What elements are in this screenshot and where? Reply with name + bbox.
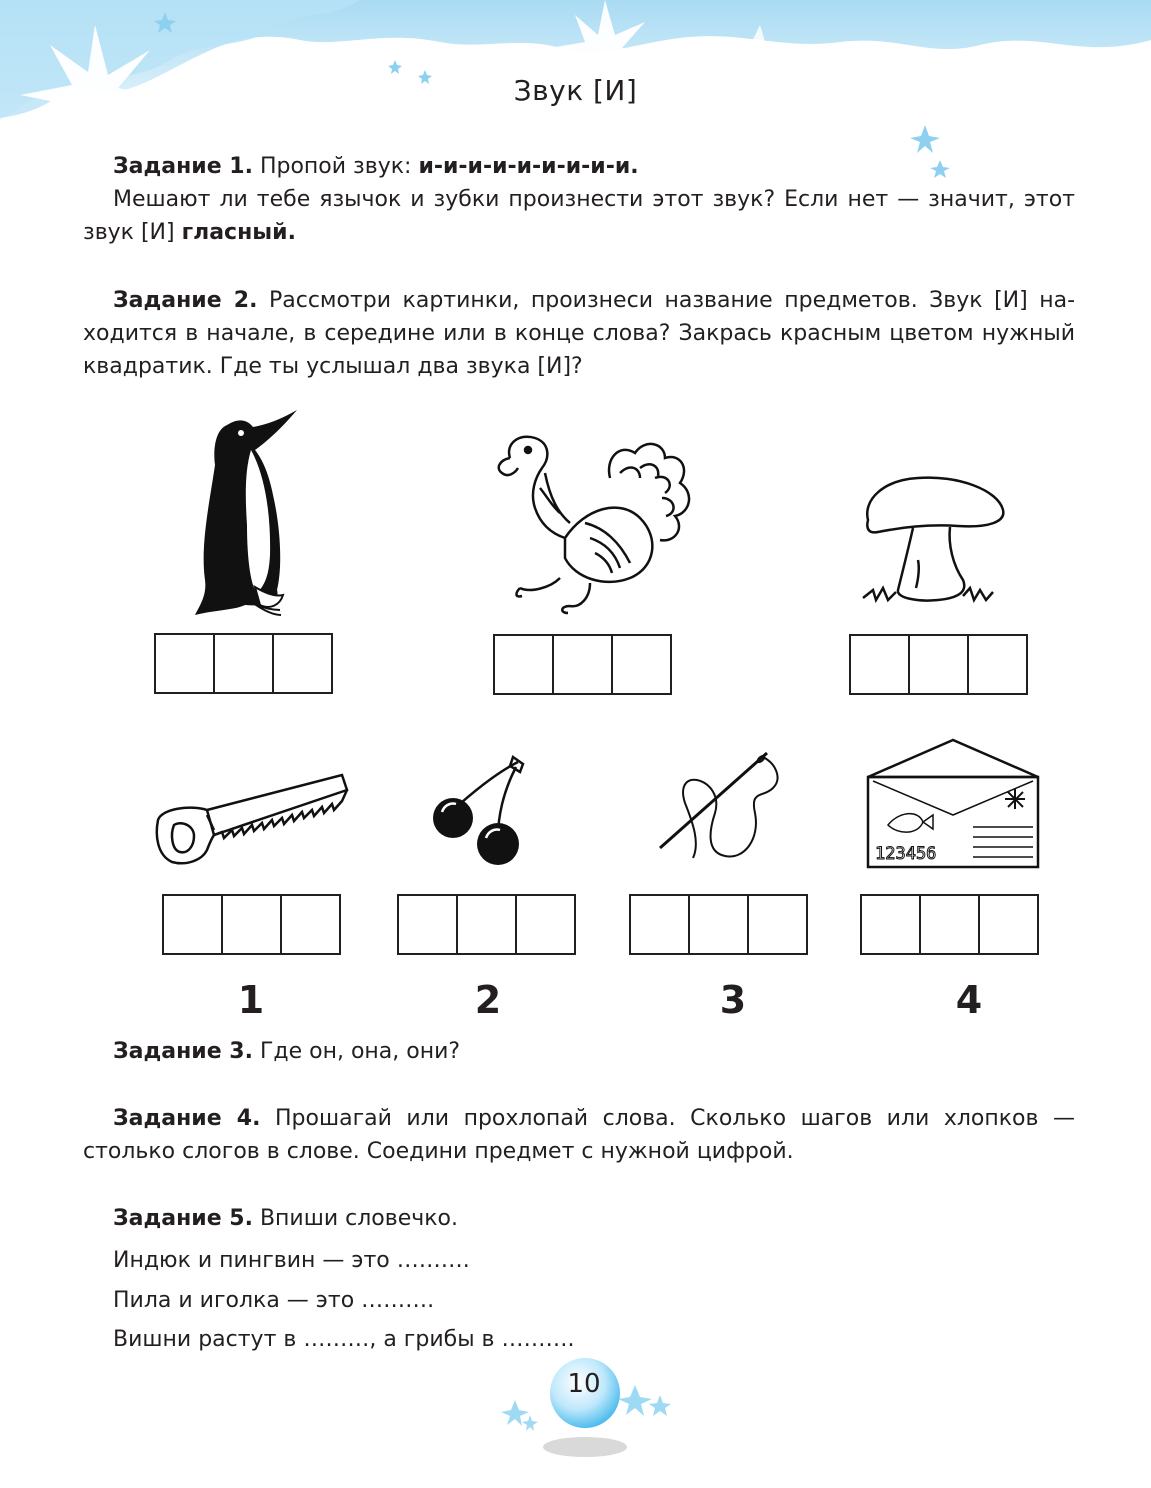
task-3 — [83, 1035, 1075, 1068]
task-4-text: Прошагай или прохлопай слова. Сколько шагов или хлопков — столько слогов в слове. Соедини предмет с нужной цифрой. — [83, 1106, 1075, 1164]
answer-box-end[interactable] — [747, 894, 808, 955]
answer-box-start[interactable] — [849, 634, 910, 695]
answer-box-middle[interactable] — [456, 894, 517, 955]
answer-box-middle[interactable] — [552, 634, 613, 695]
task-4-label: Задание 4. — [113, 1106, 261, 1131]
task-1-emphasis: гласный. — [181, 220, 296, 245]
answer-box-start[interactable] — [154, 633, 215, 694]
answer-box-middle[interactable] — [688, 894, 749, 955]
saw-icon — [152, 770, 352, 870]
answer-box-end[interactable] — [611, 634, 672, 695]
envelope-icon — [863, 737, 1043, 872]
syllable-number-2[interactable]: 2 — [474, 978, 502, 1022]
answer-box-start[interactable] — [397, 894, 458, 955]
answer-box-middle[interactable] — [908, 634, 969, 695]
task-3-label: Задание 3. — [113, 1039, 253, 1064]
envelope-postcode: 123456 — [875, 844, 937, 864]
task-2 — [83, 284, 1075, 383]
fill-in-line-2[interactable]: Пила и иголка — это ………. — [113, 1288, 435, 1313]
answer-box-middle[interactable] — [919, 894, 980, 955]
task-5 — [83, 1202, 1075, 1235]
turkey-icon — [490, 428, 695, 618]
syllable-number-4[interactable]: 4 — [955, 978, 983, 1022]
answer-boxes-saw[interactable] — [162, 894, 341, 955]
answer-box-end[interactable] — [272, 633, 333, 694]
answer-box-middle[interactable] — [213, 633, 274, 694]
answer-boxes-turkey[interactable] — [493, 634, 672, 695]
mushroom-icon — [858, 470, 1008, 610]
task-1-text: Пропой звук: — [259, 154, 412, 179]
task-5-text: Впиши словечко. — [259, 1206, 459, 1231]
task-1-sound: и-и-и-и-и-и-и-и-и. — [418, 154, 639, 179]
syllable-number-1[interactable]: 1 — [237, 978, 265, 1022]
answer-boxes-cherries[interactable] — [397, 894, 576, 955]
syllable-number-3[interactable]: 3 — [719, 978, 747, 1022]
answer-box-start[interactable] — [629, 894, 690, 955]
answer-box-end[interactable] — [967, 634, 1028, 695]
task-1-label: Задание 1. — [113, 154, 253, 179]
task-3-text: Где он, она, они? — [259, 1039, 461, 1064]
answer-box-start[interactable] — [860, 894, 921, 955]
task-4 — [83, 1102, 1075, 1168]
answer-boxes-mushroom[interactable] — [849, 634, 1028, 695]
answer-box-start[interactable] — [493, 634, 554, 695]
task-1 — [83, 150, 1075, 249]
page-number: 10 — [567, 1369, 601, 1399]
answer-box-middle[interactable] — [221, 894, 282, 955]
answer-box-end[interactable] — [978, 894, 1039, 955]
answer-box-end[interactable] — [280, 894, 341, 955]
answer-boxes-envelope[interactable] — [860, 894, 1039, 955]
answer-box-end[interactable] — [515, 894, 576, 955]
task-2-label: Задание 2. — [113, 288, 258, 313]
cherries-icon — [428, 752, 538, 867]
task-5-label: Задание 5. — [113, 1206, 253, 1231]
task-1-question: Мешают ли тебе язычок и зубки произнести этот звук? Если нет — значит, этот звук [И] — [83, 187, 1075, 245]
fill-in-line-1[interactable]: Индюк и пингвин — это ………. — [113, 1248, 470, 1273]
fill-in-line-3[interactable]: Вишни растут в ………, а грибы в ………. — [113, 1327, 575, 1352]
needle-icon — [655, 748, 785, 863]
task-2-text: Рассмотри картинки, произнеси название предметов. Звук [И] находится в начале, в середине или в конце слова? Закрась красным цветом нужный квадратик. Где ты услышал два звука [И]? — [83, 288, 1076, 379]
page-title: Звук [И] — [513, 74, 638, 107]
answer-boxes-needle[interactable] — [629, 894, 808, 955]
answer-box-start[interactable] — [162, 894, 223, 955]
answer-boxes-penguin[interactable] — [154, 633, 333, 694]
penguin-icon — [185, 405, 305, 620]
